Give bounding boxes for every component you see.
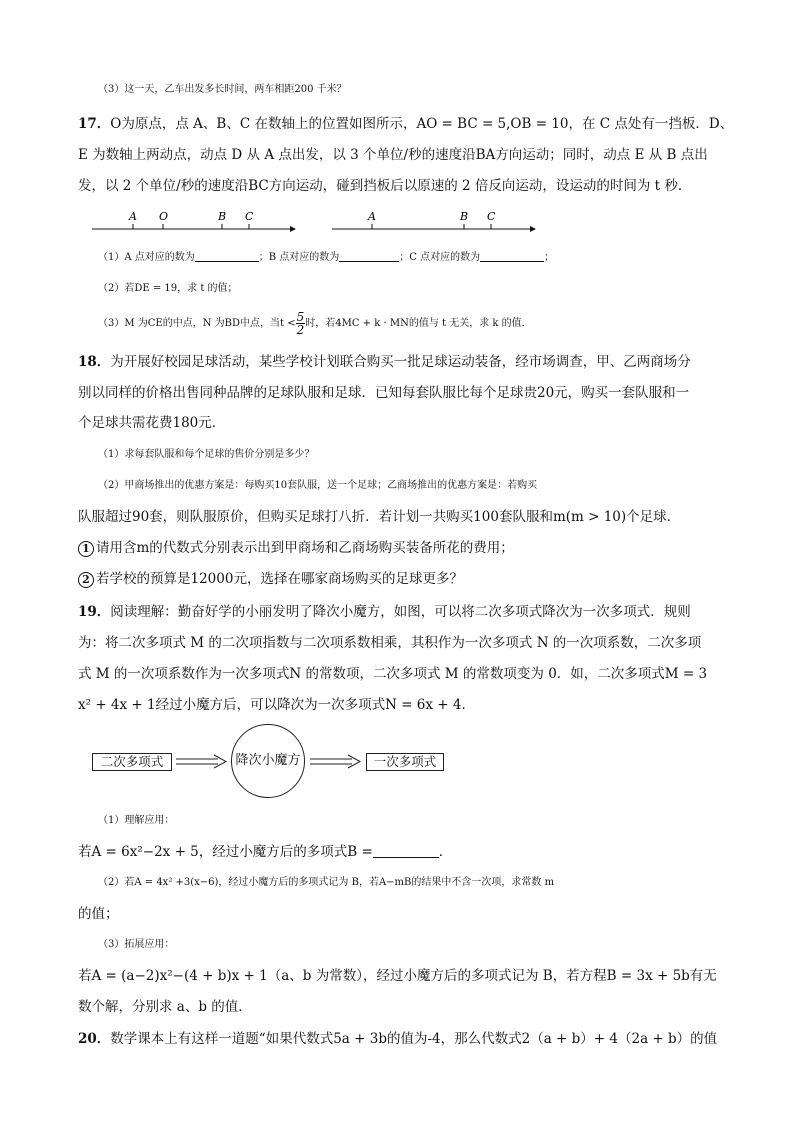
q19-part2-line-2: 的值；: [78, 906, 119, 922]
arrow-right-icon: [174, 753, 230, 771]
q19-line-3: 式 M 的一次项系数作为一次多项式N 的常数项，二次多项式 M 的常数项变为 0．如，二次多项式M = 3: [78, 666, 708, 682]
diagram-input-box: 二次多项式: [92, 753, 172, 771]
number-line-figures: [90, 205, 550, 235]
arrow-right-icon: [308, 753, 364, 771]
answer-blank-a: [195, 247, 259, 262]
q20-number: 20．: [78, 1031, 111, 1047]
q18-part2-line-1: （2）甲商场推出的优惠方案是：每购买10套队服，送一个足球；乙商场推出的优惠方案是：若购买: [98, 480, 538, 491]
q19-part1: （1）理解应用：: [98, 815, 175, 826]
q18-part1: （1）求每套队服和每个足球的售价分别是多少？: [98, 449, 315, 460]
fraction-denominator: 2: [296, 323, 305, 337]
right-label-a: A: [368, 210, 376, 223]
left-label-a: A: [129, 210, 137, 223]
q19-line-4: x² + 4x + 1经过小魔方后，可以降次为一次多项式N = 6x + 4．: [78, 697, 475, 713]
q19-part1-text: 若A = 6x²−2x + 5，经过小魔方后的多项式B =: [78, 844, 373, 860]
q18-line-2: 别以同样的价格出售同种品牌的足球队服和足球．已知每套队服比每个足球贵20元，购买一套队服和一: [78, 385, 690, 401]
left-label-o: O: [159, 210, 169, 223]
q19-line-2: 为：将二次多项式 M 的二次项指数与二次项系数相乘，其积作为一次多项式 N 的一次项系数，二次多项: [78, 635, 702, 651]
q16-part3: （3）这一天，乙车出发多长时间，两车相距200 千米？: [98, 84, 347, 95]
q17-part1-end: ；: [544, 252, 555, 263]
right-label-b: B: [460, 210, 469, 223]
q19-number: 19．: [78, 604, 111, 620]
q18-sub2: [78, 569, 746, 589]
answer-blank-b-poly: [373, 843, 439, 858]
left-label-c: C: [245, 210, 254, 223]
q17-line-2: E 为数轴上两动点，动点 D 从 A 点出发，以 3 个单位/秒的速度沿BA方向运动；同时，动点 E 从 B 点出: [78, 147, 708, 163]
q17-part3: [98, 309, 766, 339]
q17-part1-c: ；C 点对应的数为: [399, 252, 481, 263]
number-line-left: [92, 210, 296, 232]
q18-part2-line-2: 队服超过90套，则队服原价，但购买足球打八折．若计划一共购买100套队服和m(m > 10)个足球．: [78, 509, 681, 525]
fraction-numerator: 5: [296, 310, 305, 324]
q17-part3-b: 时，若4MC + k · MN的值与 t 无关，求 k 的值．: [305, 318, 532, 329]
q18-sub2-text: 若学校的预算是12000元，选择在哪家商场购买的足球更多？: [96, 571, 463, 587]
q18-text-1: 为开展好校园足球活动，某些学校计划联合购买一批足球运动装备，经市场调查，甲、乙两商场分: [110, 354, 691, 370]
q18-line-3: 个足球共需花费180元．: [78, 415, 226, 431]
answer-blank-b: [339, 247, 399, 262]
q19-line-1: [78, 602, 746, 622]
q17-part2: （2）若DE = 19，求 t 的值；: [98, 283, 238, 294]
q19-part3-line-2: 数个解，分别求 a、b 的值．: [78, 999, 252, 1015]
diagram-output-box: 一次多项式: [366, 753, 444, 771]
q19-part1-question: [78, 842, 746, 862]
circled-one-icon: 1: [78, 541, 94, 557]
q17-part1: [98, 247, 766, 268]
q19-part3: （3）拓展应用：: [98, 939, 175, 950]
q18-line-1: [78, 352, 746, 372]
q17-part3-a: （3）M 为CE的中点，N 为BD中点，当t <: [98, 318, 296, 329]
q17-line-1: [78, 114, 746, 134]
fraction-five-halves: [296, 311, 306, 336]
q17-part1-a: （1）A 点对应的数为: [98, 252, 195, 263]
q19-part3-line-1: 若A = (a−2)x²−(4 + b)x + 1（a、b 为常数），经过小魔方后的多项式记为 B，若方程B = 3x + 5b有无: [78, 968, 717, 984]
q18-number: 18．: [78, 354, 111, 370]
right-label-c: C: [487, 210, 496, 223]
number-line-right: [332, 210, 536, 232]
q19-part1-end: ．: [438, 844, 453, 860]
magic-cube-circle: 降次小魔方: [231, 724, 305, 798]
q17-number: 17．: [78, 116, 111, 132]
circled-two-icon: 2: [78, 572, 94, 588]
q18-sub1-text: 请用含m的代数式分别表示出到甲商场和乙商场购买装备所花的费用；: [96, 540, 514, 556]
q17-line-3: 发，以 2 个单位/秒的速度沿BC方向运动，碰到挡板后以原速的 2 倍反向运动，设运动的时间为 t 秒．: [78, 178, 692, 194]
q20-line-1: [78, 1029, 746, 1049]
q19-text-1: 阅读理解：勤奋好学的小丽发明了降次小魔方，如图，可以将二次多项式降次为一次多项式．规则: [110, 604, 691, 620]
answer-blank-c: [480, 247, 544, 262]
left-label-b: B: [218, 210, 227, 223]
q19-part2-line-1: （2）若A = 4x² +3(x−6)，经过小魔方后的多项式记为 B，若A−mB的结果中不含一次项，求常数 m: [98, 877, 555, 888]
q18-sub1: [78, 538, 746, 558]
q17-part1-b: ；B 点对应的数为: [258, 252, 340, 263]
q17-text-1: O为原点，点 A、B、C 在数轴上的位置如图所示，AO = BC = 5,OB = 10，在 C 点处有一挡板．D、: [110, 116, 734, 132]
q20-text-1: 数学课本上有这样一道题“如果代数式5a + 3b的值为-4，那么代数式2（a + b）+ 4（2a + b）的值: [110, 1031, 718, 1047]
